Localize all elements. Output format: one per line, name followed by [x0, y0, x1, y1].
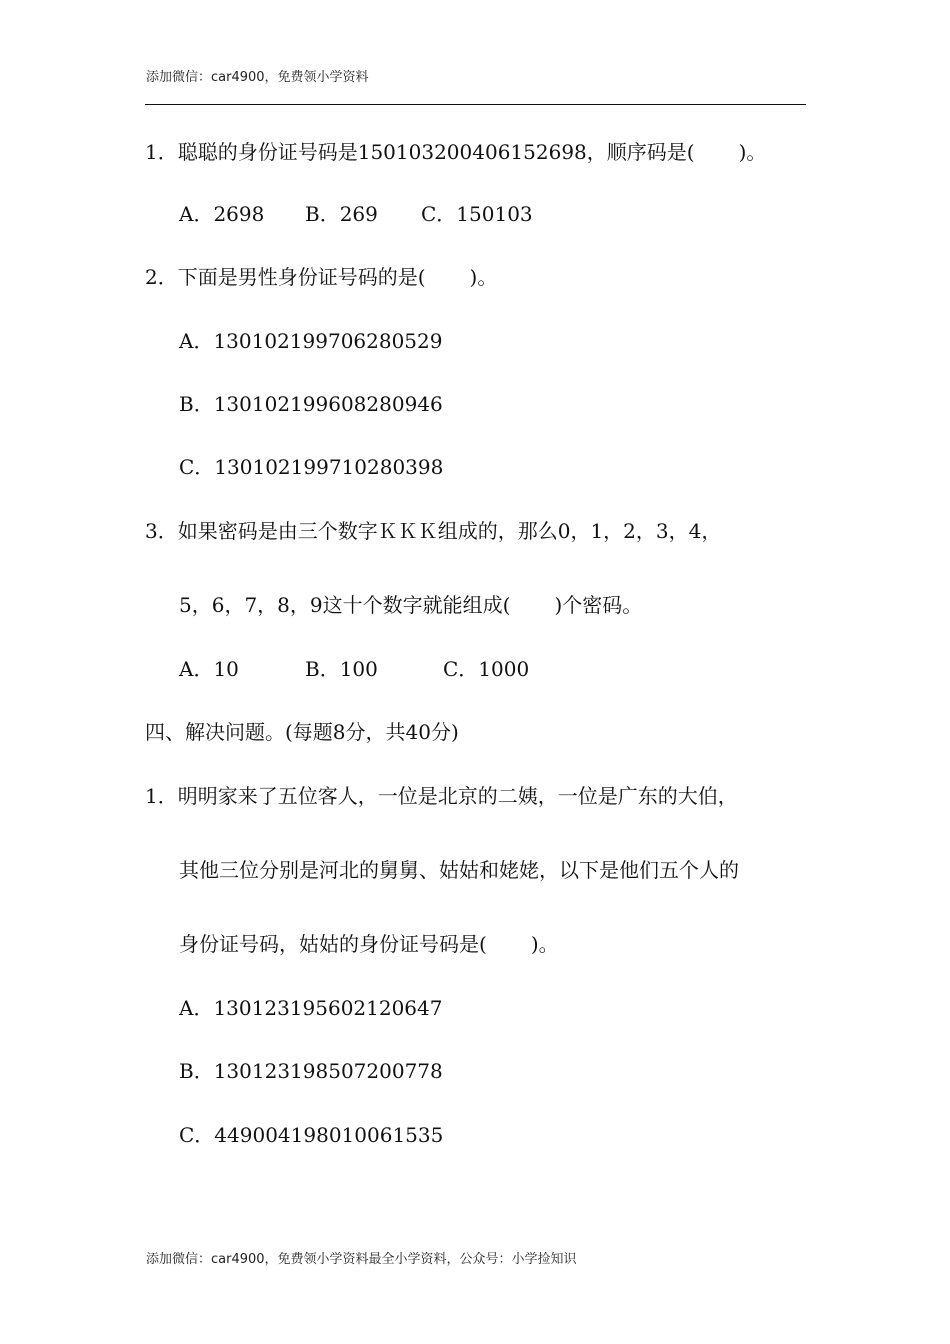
question-2-suffix: )。 — [469, 265, 498, 289]
question-1-suffix: )。 — [738, 140, 767, 164]
section-4-question-1-line-2: 其他三位分别是河北的舅舅、姑姑和姥姥，以下是他们五个人的 — [179, 858, 739, 882]
question-3-suffix: )个密码。 — [554, 593, 643, 617]
question-2 — [145, 265, 497, 289]
option-b: B．130102199608280946 — [179, 392, 443, 416]
option-b: B．130123198507200778 — [179, 1059, 443, 1083]
option-a: A．2698 — [179, 202, 265, 226]
question-3-line-2 — [179, 593, 642, 617]
option-a: A．130102199706280529 — [179, 329, 443, 353]
option-c: C．130102199710280398 — [179, 455, 444, 479]
option-c: C．150103 — [421, 202, 533, 226]
question-1-text: 1．聪聪的身份证号码是150103200406152698，顺序码是( — [145, 140, 695, 164]
option-c: C．1000 — [443, 657, 530, 681]
option-c: C．449004198010061535 — [179, 1123, 444, 1147]
option-b: B．269 — [305, 202, 378, 226]
question-3-text: 5，6，7，8，9这十个数字就能组成( — [179, 593, 511, 617]
question-1 — [145, 140, 766, 164]
header-note: 添加微信：car4900，免费领小学资料 — [146, 70, 369, 85]
option-b: B．100 — [305, 657, 378, 681]
section-4-question-1-suffix: )。 — [530, 932, 559, 956]
footer-note: 添加微信：car4900，免费领小学资料最全小学资料，公众号：小学捡知识 — [146, 1252, 577, 1267]
section-4-question-1-line-3 — [179, 932, 559, 956]
option-a: A．130123195602120647 — [179, 996, 443, 1020]
header-rule — [145, 104, 806, 105]
question-3-line-1: 3．如果密码是由三个数字ＫＫＫ组成的，那么0，1，2，3，4， — [145, 519, 722, 543]
question-2-text: 2．下面是男性身份证号码的是( — [145, 265, 426, 289]
section-4-question-1-text: 身份证号码，姑姑的身份证号码是( — [179, 932, 487, 956]
section-title: 四、解决问题。(每题8分，共40分) — [145, 720, 459, 744]
section-4-question-1-line-1: 1．明明家来了五位客人，一位是北京的二姨，一位是广东的大伯， — [145, 784, 738, 808]
option-a: A．10 — [179, 657, 239, 681]
